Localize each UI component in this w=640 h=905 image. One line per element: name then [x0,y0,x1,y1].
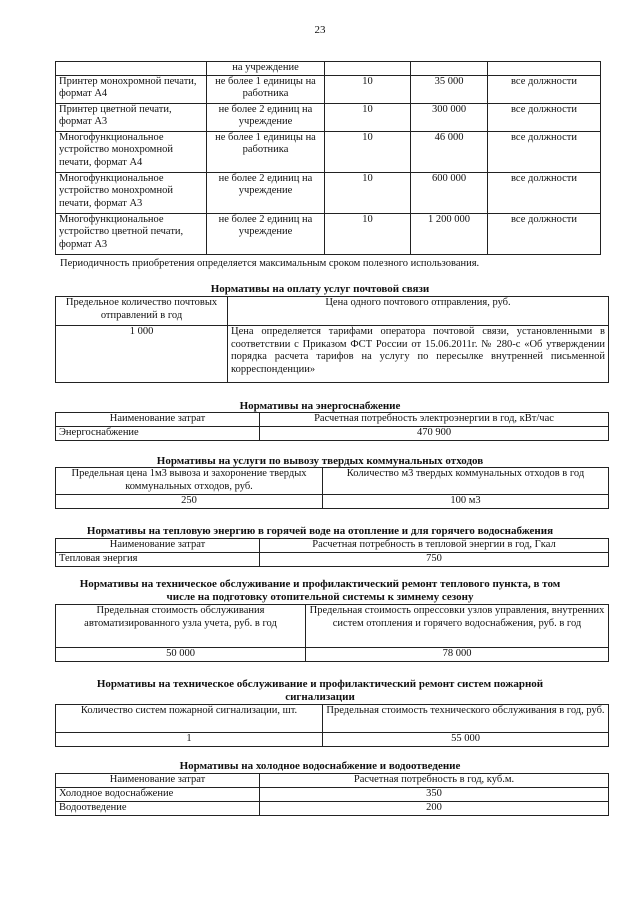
device-name: Принтер монохромной печати, формат А4 [56,75,207,103]
positions-cell: все должности [488,103,601,131]
term-cell: 10 [325,131,411,172]
device-name: Многофункциональное устройство монохромной печати, формат А3 [56,172,207,213]
value-cell: Цена определяется тарифами оператора почтовой связи, установленными в соответствии с Приказом ФСТ России от 15.06.2011г. № 280-с «Об утверждении порядка расчета тарифов на услугу по пересылке внутренней письменной корреспонденции» [228,326,609,383]
section-title-heat-point-2: числе на подготовку отопительной системы к зимнему сезону [166,591,474,603]
norm-cell: на учреждение [207,62,325,76]
table-row [56,413,609,427]
section-title-heat-point: Нормативы на техническое обслуживание и профилактический ремонт теплового пункта, в том [79,578,561,590]
energy-table [55,412,609,441]
table-row [56,62,601,76]
acquisition-note: Периодичность приобретения определяется максимальным сроком полезного использования. [60,258,480,269]
value-cell: 1 [56,733,323,747]
waste-table [55,467,609,509]
printers-table [55,61,601,255]
table-row [56,705,609,733]
table-row [56,131,601,172]
value-cell: 350 [260,788,609,802]
table-row [56,774,609,788]
table-row [56,539,609,553]
header-cell: Цена одного почтового отправления, руб. [228,297,609,326]
value-cell: 50 000 [56,648,306,662]
table-row [56,103,601,131]
postal-table [55,296,609,383]
table-row [56,788,609,802]
header-cell: Предельная стоимость обслуживания автоматизированного узла учета, руб. в год [56,605,306,648]
fire-table [55,704,609,747]
table-row [56,297,609,326]
price-cell: 35 000 [411,75,488,103]
table-row [56,326,609,383]
header-cell: Наименование затрат [56,774,260,788]
table-row [56,553,609,567]
price-cell: 1 200 000 [411,213,488,254]
table-row [56,648,609,662]
table-row [56,213,601,254]
water-table [55,773,609,816]
norm-cell: не более 1 единицы на работника [207,75,325,103]
section-title-fire-2: сигнализации [285,691,355,703]
table-row [56,75,601,103]
norm-cell: не более 1 единицы на работника [207,131,325,172]
value-cell: 750 [260,553,609,567]
section-title-postal: Нормативы на оплату услуг почтовой связи [210,283,430,295]
term-cell: 10 [325,103,411,131]
header-cell: Расчетная потребность в тепловой энергии в год, Гкал [260,539,609,553]
header-cell: Предельная стоимость технического обслуживания в год, руб. [323,705,609,733]
section-title-heat: Нормативы на тепловую энергию в горячей воде на отопление и для горячего водоснабжения [86,525,554,537]
section-title-water: Нормативы на холодное водоснабжение и водоотведение [179,760,461,772]
norm-cell: не более 2 единиц на учреждение [207,103,325,131]
value-cell: 250 [56,495,323,509]
page-number: 23 [314,24,326,36]
header-cell: Количество м3 твердых коммунальных отходов в год [323,468,609,495]
header-cell: Предельная цена 1м3 вывоза и захоронение твердых коммунальных отходов, руб. [56,468,323,495]
table-row [56,605,609,648]
value-cell: 55 000 [323,733,609,747]
value-cell: 470 900 [260,427,609,441]
term-cell: 10 [325,213,411,254]
header-cell: Наименование затрат [56,413,260,427]
table-row [56,468,609,495]
price-cell: 600 000 [411,172,488,213]
price-cell: 300 000 [411,103,488,131]
value-cell: 78 000 [306,648,609,662]
section-title-energy: Нормативы на энергоснабжение [239,400,401,412]
table-row [56,733,609,747]
header-cell: Предельное количество почтовых отправлений в год [56,297,228,326]
norm-cell: не более 2 единиц на учреждение [207,172,325,213]
device-name: Многофункциональное устройство монохромной печати, формат А4 [56,131,207,172]
table-row [56,495,609,509]
section-title-fire: Нормативы на техническое обслуживание и профилактический ремонт систем пожарной [96,678,544,690]
price-cell: 46 000 [411,131,488,172]
positions-cell: все должности [488,131,601,172]
header-cell: Предельная стоимость опрессовки узлов управления, внутренних систем отопления и горячего водоснабжения, руб. в год [306,605,609,648]
positions-cell: все должности [488,213,601,254]
header-cell: Расчетная потребность в год, куб.м. [260,774,609,788]
header-cell: Количество систем пожарной сигнализации, шт. [56,705,323,733]
value-cell: Водоотведение [56,802,260,816]
value-cell: Холодное водоснабжение [56,788,260,802]
term-cell: 10 [325,75,411,103]
positions-cell: все должности [488,172,601,213]
table-row [56,172,601,213]
value-cell: 100 м3 [323,495,609,509]
device-name: Принтер цветной печати, формат А3 [56,103,207,131]
positions-cell: все должности [488,75,601,103]
heat-table [55,538,609,567]
norm-cell: не более 2 единиц на учреждение [207,213,325,254]
section-title-waste: Нормативы на услуги по вывозу твердых коммунальных отходов [156,455,484,467]
device-name: Многофункциональное устройство цветной печати, формат А3 [56,213,207,254]
heat-point-table [55,604,609,662]
term-cell: 10 [325,172,411,213]
value-cell: 200 [260,802,609,816]
table-row [56,802,609,816]
header-cell: Расчетная потребность электроэнергии в год, кВт/час [260,413,609,427]
value-cell: 1 000 [56,326,228,383]
value-cell: Тепловая энергия [56,553,260,567]
value-cell: Энергоснабжение [56,427,260,441]
header-cell: Наименование затрат [56,539,260,553]
table-row [56,427,609,441]
